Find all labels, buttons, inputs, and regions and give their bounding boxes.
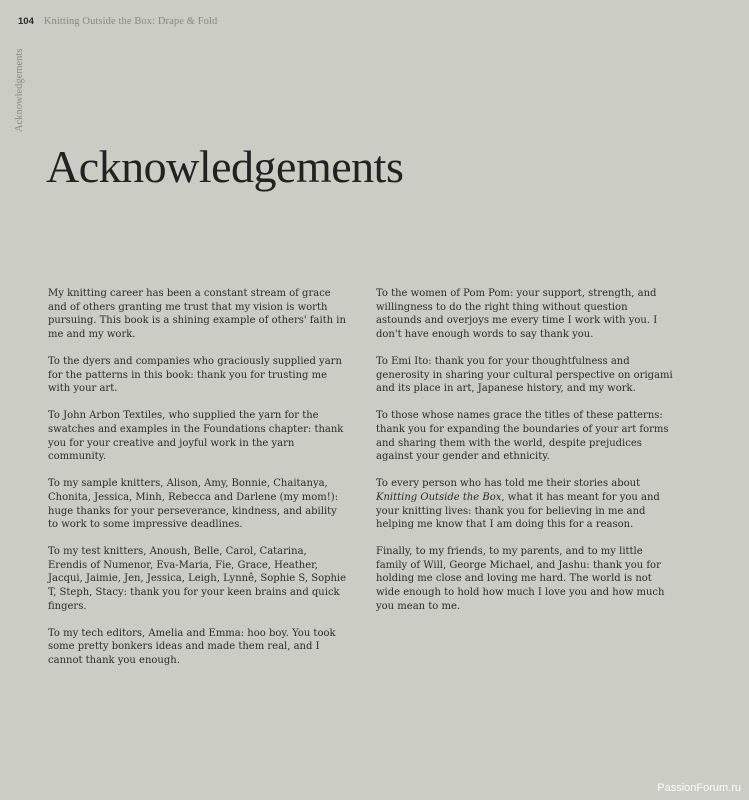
paragraph: To my test knitters, Anoush, Belle, Carol, Catarina, Erendis of Numenor, Eva-Maria, Fie, Grace, Heather, Jacqui, Jaimie, Jen, Jessica, Leigh, Lynnê, Sophie S, Sophie T, Steph, Stacy: thank you for your keen brains and quick fingers.	[48, 546, 347, 612]
page-title: Acknowledgements	[46, 141, 404, 192]
left-column	[48, 287, 348, 681]
paragraph	[376, 477, 676, 531]
section-side-tab: Acknowledgements	[14, 48, 25, 132]
running-head: Knitting Outside the Box: Drape & Fold	[43, 16, 218, 27]
paragraph: To John Arbon Textiles, who supplied the yarn for the swatches and examples in the Foundations chapter: thank you for your creative and joyful work in the yarn community.	[48, 410, 344, 463]
page-header	[18, 16, 217, 27]
paragraph: To those whose names grace the titles of these patterns: thank you for expanding the boundaries of your art forms and sharing them with the world, despite prejudices against your gender and ethnicity.	[376, 410, 669, 463]
paragraph: To my sample knitters, Alison, Amy, Bonnie, Chaitanya, Chonita, Jessica, Minh, Rebecca and Darlene (my mom!): huge thanks for your perseverance, kindness, and ability to work to some impressive deadlines.	[48, 478, 339, 531]
paragraph: Finally, to my friends, to my parents, and to my little family of Will, George Michael, and Jashu: thank you for holding me close and loving me hard. The world is not wide enough to hold how much I love you and how much you mean to me.	[376, 546, 665, 612]
paragraph-text: To every person who has told me their stories about	[376, 478, 641, 490]
paragraph: To my tech editors, Amelia and Emma: hoo boy. You took some pretty bonkers ideas and made them real, and I cannot thank you enough.	[48, 627, 336, 667]
watermark: PassionForum.ru	[657, 782, 741, 794]
page-number: 104	[18, 16, 34, 27]
book-title: Knitting Outside the Box	[376, 491, 502, 503]
paragraph-text: , what it has meant for you and your knitting lives: thank you for believing in me and helping me know that I am doing this for a reason.	[376, 491, 660, 531]
paragraph: To Emi Ito: thank you for your thoughtfulness and generosity in sharing your cultural perspective on origami and its place in art, Japanese history, and my work.	[376, 355, 673, 395]
paragraph: To the dyers and companies who graciously supplied yarn for the patterns in this book: thank you for trusting me with your art.	[48, 355, 342, 395]
paragraph: To the women of Pom Pom: your support, strength, and willingness to do the right thing without question astounds and overjoys me every time I work with you. I don't have enough words to say thank you.	[376, 288, 658, 340]
right-column	[376, 287, 676, 627]
paragraph: My knitting career has been a constant stream of grace and of others granting me trust that my vision is worth pursuing. This book is a shining example of others' faith in me and my work.	[48, 288, 346, 340]
